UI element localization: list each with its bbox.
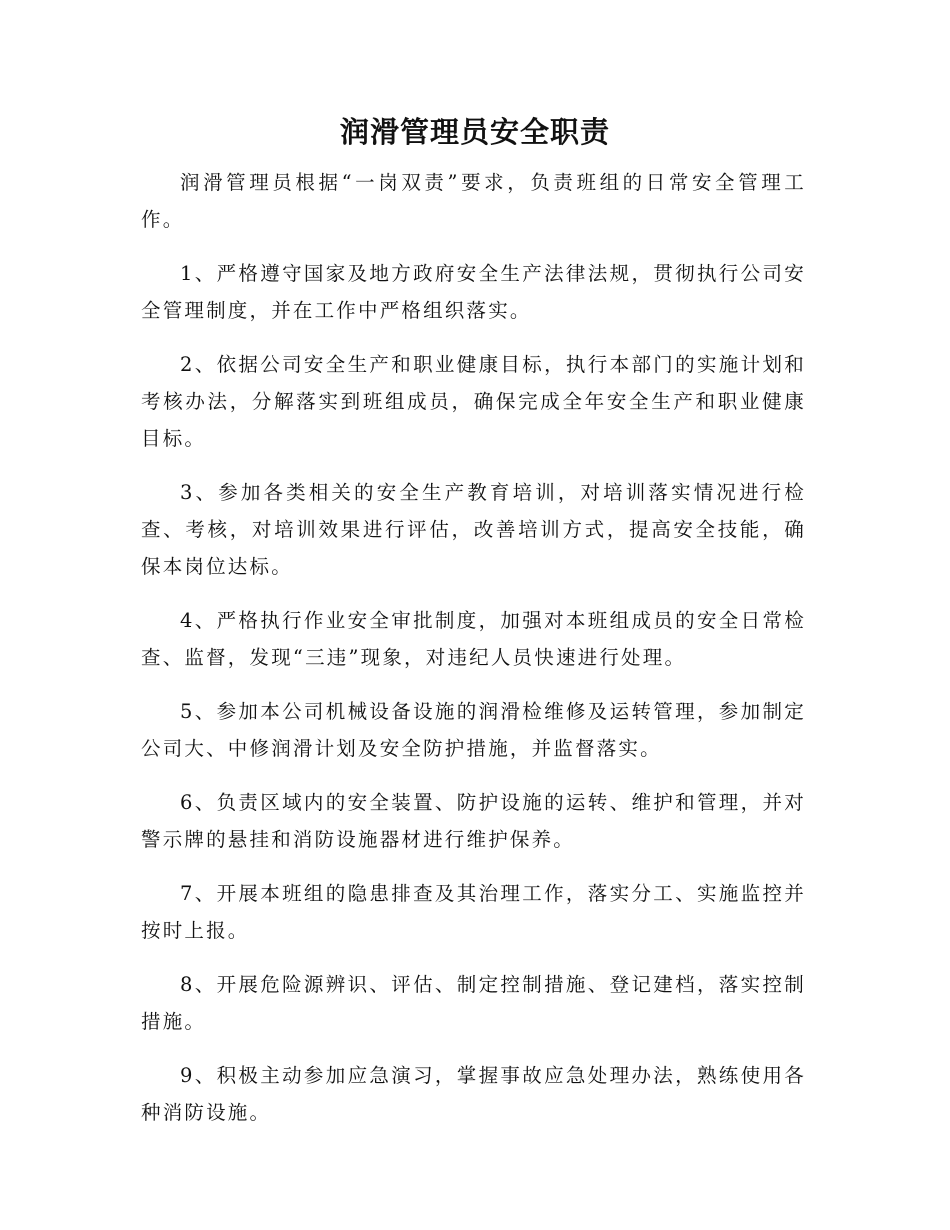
duty-item-7: 7、开展本班组的隐患排查及其治理工作，落实分工、实施监控并按时上报。 [141,882,806,942]
duty-item-4: 4、严格执行作业安全审批制度，加强对本班组成员的安全日常检查、监督，发现“三违”现象，对违纪人员快速进行处理。 [141,609,806,669]
duty-item-6: 6、负责区域内的安全装置、防护设施的运转、维护和管理，并对警示牌的悬挂和消防设施器材进行维护保养。 [141,791,806,851]
document-title: 润滑管理员安全职责 [339,115,610,149]
duty-item-3: 3、参加各类相关的安全生产教育培训，对培训落实情况进行检查、考核，对培训效果进行评估，改善培训方式，提高安全技能，确保本岗位达标。 [141,481,806,578]
document-body [141,164,806,1148]
duty-item-8: 8、开展危险源辨识、评估、制定控制措施、登记建档，落实控制措施。 [141,973,806,1033]
duty-item-9: 9、积极主动参加应急演习，掌握事故应急处理办法，熟练使用各种消防设施。 [141,1064,806,1124]
intro-paragraph: 润滑管理员根据“一岗双责”要求，负责班组的日常安全管理工作。 [141,171,806,231]
duty-item-1: 1、严格遵守国家及地方政府安全生产法律法规，贯彻执行公司安全管理制度，并在工作中严格组织落实。 [141,262,806,322]
duty-item-5: 5、参加本公司机械设备设施的润滑检维修及运转管理，参加制定公司大、中修润滑计划及安全防护措施，并监督落实。 [141,700,806,760]
duty-item-2: 2、依据公司安全生产和职业健康目标，执行本部门的实施计划和考核办法，分解落实到班组成员，确保完成全年安全生产和职业健康目标。 [141,353,806,450]
